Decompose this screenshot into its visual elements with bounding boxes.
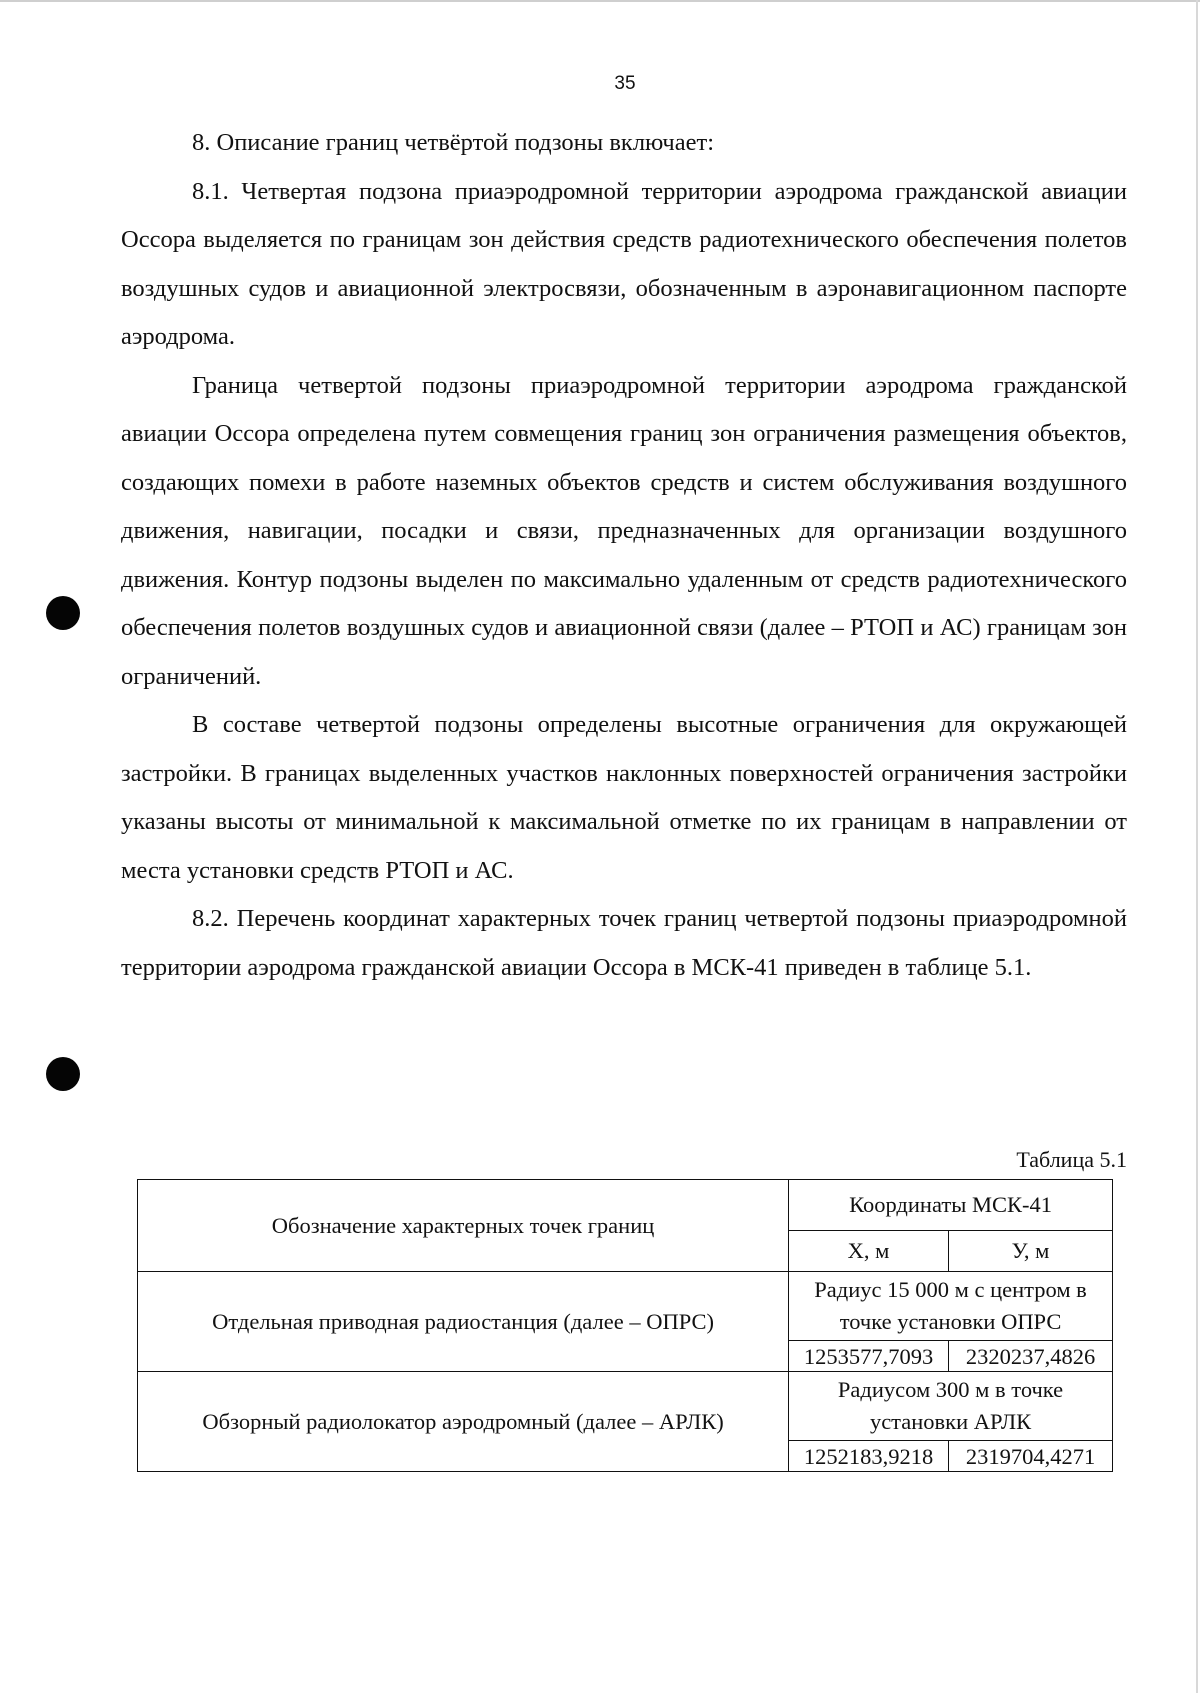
header-y: У, м — [949, 1231, 1113, 1272]
body-text — [121, 119, 1127, 992]
punch-hole-mark — [46, 596, 80, 630]
table-row — [138, 1372, 1113, 1441]
page-number: 35 — [614, 73, 636, 94]
header-x: X, м — [789, 1231, 949, 1272]
paragraph-section-8-1: 8.1. Четвертая подзона приаэродромной территории аэродрома гражданской авиации Оссора выделяется по границам зон действия средств радиотехнического обеспечения полетов воздушных судов и авиационной электросвязи, обозначенным в аэронавигационном паспорте аэродрома. — [121, 177, 1127, 350]
coordinates-table — [137, 1179, 1113, 1472]
paragraph-height-limits: В составе четвертой подзоны определены высотные ограничения для окружающей застройки. В границах выделенных участков наклонных поверхностей ограничения застройки указаны высоты от минимальной к максимальной отметке по их границам в направлении от места установки средств РТОП и АС. — [121, 711, 1127, 884]
paragraph-boundary: Граница четвертой подзоны приаэродромной территории аэродрома гражданской авиации Оссора определена путем совмещения границ зон ограничения размещения объектов, создающих помехи в работе наземных объектов средств и систем обслуживания воздушного движения, навигации, посадки и связи, предназначенных для организации воздушного движения. Контур подзоны выделен по максимально удаленным от средств радиотехнического обеспечения полетов воздушных судов и авиационной связи (далее – РТОП и АС) границам зон ограничений. — [121, 371, 1127, 690]
y-value-cell: 2320237,4826 — [949, 1341, 1113, 1372]
scan-top-edge — [0, 0, 1200, 2]
scan-right-edge — [1196, 0, 1198, 1693]
point-description-cell: Радиус 15 000 м с центром в точке установки ОПРС — [789, 1272, 1113, 1341]
point-description-cell: Радиусом 300 м в точке установки АРЛК — [789, 1372, 1113, 1441]
y-value-cell: 2319704,4271 — [949, 1441, 1113, 1472]
punch-hole-mark — [46, 1057, 80, 1091]
header-coordinates: Координаты МСК-41 — [789, 1180, 1113, 1231]
point-name-cell: Обзорный радиолокатор аэродромный (далее – АРЛК) — [138, 1372, 789, 1472]
header-point-designation: Обозначение характерных точек границ — [138, 1180, 789, 1272]
table-caption: Таблица 5.1 — [1016, 1147, 1127, 1172]
table-row — [138, 1272, 1113, 1341]
paragraph-section-8-2: 8.2. Перечень координат характерных точек границ четвертой подзоны приаэродромной территории аэродрома гражданской авиации Оссора в МСК-41 приведен в таблице 5.1. — [121, 905, 1127, 981]
x-value-cell: 1252183,9218 — [789, 1441, 949, 1472]
x-value-cell: 1253577,7093 — [789, 1341, 949, 1372]
point-name-cell: Отдельная приводная радиостанция (далее – ОПРС) — [138, 1272, 789, 1372]
paragraph-section-8: 8. Описание границ четвёртой подзоны включает: — [192, 129, 715, 156]
table-header-row — [138, 1180, 1113, 1231]
